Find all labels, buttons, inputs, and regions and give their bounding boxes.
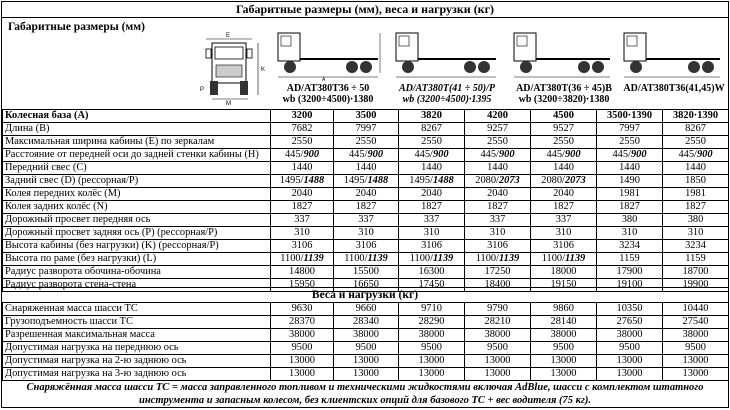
cell-value: 1827 — [663, 201, 729, 214]
cell-value: 28340 — [334, 316, 399, 329]
cell-value: 38000 — [597, 329, 663, 342]
cell-value: 445/900 — [465, 149, 531, 162]
table-row — [3, 355, 729, 368]
cell-value: 9500 — [465, 342, 531, 355]
cell-value: 13000 — [531, 355, 597, 368]
cell-value: 1490 — [597, 175, 663, 188]
cell-value: 2040 — [334, 188, 399, 201]
row-label: Допустимая нагрузка на 2-ю заднюю ось — [3, 355, 271, 368]
weights-title: Веса и нагрузки (кг) — [2, 287, 728, 303]
cell-value: 13000 — [334, 368, 399, 381]
cell-value: 1827 — [465, 201, 531, 214]
cell-value: 1159 — [597, 253, 663, 266]
cell-value: 380 — [663, 214, 729, 227]
cell-value: 1495/1488 — [271, 175, 334, 188]
table-row — [3, 162, 729, 175]
cell-value: 18000 — [531, 266, 597, 279]
cell-value: 337 — [334, 214, 399, 227]
cell-value: 445/900 — [334, 149, 399, 162]
cell-value: 2040 — [399, 188, 465, 201]
cell-value: 445/900 — [597, 149, 663, 162]
cell-value: 18700 — [663, 266, 729, 279]
header-area — [2, 17, 728, 110]
table-row — [3, 253, 729, 266]
cell-value: 3106 — [271, 240, 334, 253]
cell-value: 7997 — [597, 123, 663, 136]
model-name: AD/AT380T(41 ÷ 50)/P — [398, 83, 496, 94]
cell-value: 445/900 — [271, 149, 334, 162]
cell-value: 19100 — [597, 279, 663, 292]
cell-value: 9500 — [399, 342, 465, 355]
table-row — [3, 240, 729, 253]
row-label: Расстояние от передней оси до задней стенки кабины (H) — [3, 149, 271, 162]
row-label: Допустимая нагрузка на 3-ю заднюю ось — [3, 368, 271, 381]
table-row — [3, 136, 729, 149]
cell-value: 3200 — [271, 110, 334, 123]
row-label: Задний свес (D) (рессорная/P) — [3, 175, 271, 188]
model-header-3 — [508, 83, 620, 105]
cell-value: 3106 — [334, 240, 399, 253]
table-row — [3, 368, 729, 381]
cell-value: 1827 — [399, 201, 465, 214]
row-label: Длина (B) — [3, 123, 271, 136]
cell-value: 2550 — [531, 136, 597, 149]
cell-value: 310 — [465, 227, 531, 240]
table-row — [3, 342, 729, 355]
cell-value: 3234 — [663, 240, 729, 253]
cell-value: 1981 — [597, 188, 663, 201]
cell-value: 2550 — [597, 136, 663, 149]
cell-value: 17900 — [597, 266, 663, 279]
cell-value: 1827 — [597, 201, 663, 214]
cell-value: 310 — [334, 227, 399, 240]
table-row — [3, 214, 729, 227]
dimensions-table — [2, 109, 729, 292]
truck-side-diagram-3 — [510, 23, 614, 81]
cell-value: 2040 — [271, 188, 334, 201]
model-header-1 — [272, 83, 384, 105]
cell-value: 38000 — [531, 329, 597, 342]
cell-value: 1827 — [271, 201, 334, 214]
model-wb: wb (3200÷3820)·1380 — [518, 94, 610, 105]
label-m: M — [226, 101, 231, 105]
model-header-2 — [388, 83, 506, 105]
cell-value: 1440 — [531, 162, 597, 175]
cell-value: 9527 — [531, 123, 597, 136]
cell-value: 310 — [597, 227, 663, 240]
cell-value: 13000 — [271, 355, 334, 368]
cell-value: 9660 — [334, 303, 399, 316]
cell-value: 1495/1488 — [334, 175, 399, 188]
cell-value: 2550 — [334, 136, 399, 149]
cell-value: 27540 — [663, 316, 729, 329]
cell-value: 1100/1139 — [465, 253, 531, 266]
cell-value: 445/900 — [663, 149, 729, 162]
cell-value: 9500 — [663, 342, 729, 355]
label-e: E — [226, 33, 231, 39]
cell-value: 10440 — [663, 303, 729, 316]
model-name: AD/AT380T36(41,45)W — [623, 83, 725, 94]
cell-value: 19900 — [663, 279, 729, 292]
spec-sheet — [1, 1, 729, 408]
table-row — [3, 201, 729, 214]
model-header-4 — [620, 83, 728, 94]
cell-value: 13000 — [399, 355, 465, 368]
cell-value: 2550 — [271, 136, 334, 149]
cell-value: 2080/2073 — [531, 175, 597, 188]
cell-value: 310 — [399, 227, 465, 240]
cell-value: 28370 — [271, 316, 334, 329]
cell-value: 1850 — [663, 175, 729, 188]
cell-value: 13000 — [465, 355, 531, 368]
cell-value: 13000 — [663, 368, 729, 381]
row-label: Колея передних колёс (M) — [3, 188, 271, 201]
row-label: Высота по раме (без нагрузки) (L) — [3, 253, 271, 266]
cell-value: 16300 — [399, 266, 465, 279]
cell-value: 445/900 — [531, 149, 597, 162]
cell-value: 16650 — [334, 279, 399, 292]
cell-value: 1981 — [663, 188, 729, 201]
label-k: K — [261, 67, 266, 73]
cell-value: 9500 — [271, 342, 334, 355]
table-row — [3, 316, 729, 329]
cell-value: 1440 — [334, 162, 399, 175]
row-label: Допустимая нагрузка на переднюю ось — [3, 342, 271, 355]
cell-value: 38000 — [334, 329, 399, 342]
cell-value: 1440 — [465, 162, 531, 175]
cell-value: 3106 — [465, 240, 531, 253]
cell-value: 13000 — [465, 368, 531, 381]
cell-value: 13000 — [334, 355, 399, 368]
cell-value: 38000 — [465, 329, 531, 342]
cell-value: 337 — [531, 214, 597, 227]
cell-value: 1100/1139 — [399, 253, 465, 266]
cell-value: 310 — [531, 227, 597, 240]
label-p: P — [200, 87, 205, 93]
cell-value: 380 — [597, 214, 663, 227]
table-row — [3, 175, 729, 188]
table-row — [3, 303, 729, 316]
weights-table — [2, 302, 729, 381]
row-label: Колесная база (A) — [3, 110, 271, 123]
cell-value: 3820 — [399, 110, 465, 123]
cell-value: 28140 — [531, 316, 597, 329]
cell-value: 337 — [271, 214, 334, 227]
cell-value: 1440 — [597, 162, 663, 175]
table-row — [3, 227, 729, 240]
cell-value: 3500 — [334, 110, 399, 123]
cell-value: 2550 — [465, 136, 531, 149]
cell-value: 3106 — [531, 240, 597, 253]
model-wb: wb (3200÷4500)·1395 — [402, 94, 492, 105]
cell-value: 3106 — [399, 240, 465, 253]
cell-value: 9500 — [597, 342, 663, 355]
cell-value: 18400 — [465, 279, 531, 292]
cell-value: 38000 — [271, 329, 334, 342]
table-row — [3, 110, 729, 123]
cell-value: 15500 — [334, 266, 399, 279]
cell-value: 1159 — [663, 253, 729, 266]
cell-value: 13000 — [597, 355, 663, 368]
table-row — [3, 188, 729, 201]
cell-value: 2040 — [465, 188, 531, 201]
cell-value: 9790 — [465, 303, 531, 316]
truck-side-diagram-4 — [620, 23, 724, 81]
cell-value: 337 — [399, 214, 465, 227]
cell-value: 27650 — [597, 316, 663, 329]
model-name: AD/AT380T(36 ÷ 45)B — [516, 83, 612, 94]
cell-value: 8267 — [399, 123, 465, 136]
cell-value: 13000 — [663, 355, 729, 368]
cell-value: 13000 — [531, 368, 597, 381]
row-label: Радиус разворота обочина-обочина — [3, 266, 271, 279]
truck-side-diagram-1 — [274, 23, 382, 81]
cell-value: 17250 — [465, 266, 531, 279]
row-label: Максимальная ширина кабины (E) по зеркалам — [3, 136, 271, 149]
cell-value: 2080/2073 — [465, 175, 531, 188]
cell-value: 4500 — [531, 110, 597, 123]
row-label: Передний свес (C) — [3, 162, 271, 175]
cell-value: 14800 — [271, 266, 334, 279]
table-row — [3, 149, 729, 162]
row-label: Дорожный просвет задняя ось (P) (рессорная/P) — [3, 227, 271, 240]
cell-value: 19150 — [531, 279, 597, 292]
cell-value: 2550 — [663, 136, 729, 149]
cell-value: 1100/1139 — [531, 253, 597, 266]
cab-front-diagram — [198, 31, 276, 105]
cell-value: 10350 — [597, 303, 663, 316]
cell-value: 1827 — [531, 201, 597, 214]
cell-value: 9630 — [271, 303, 334, 316]
cell-value: 13000 — [597, 368, 663, 381]
cell-value: 13000 — [399, 368, 465, 381]
cell-value: 1440 — [271, 162, 334, 175]
table-row — [3, 266, 729, 279]
cell-value: 1440 — [399, 162, 465, 175]
cell-value: 17450 — [399, 279, 465, 292]
cell-value: 9500 — [334, 342, 399, 355]
label-a: A — [322, 77, 326, 81]
cell-value: 38000 — [663, 329, 729, 342]
cell-value: 9710 — [399, 303, 465, 316]
model-name: AD/AT380T36 ÷ 50 — [286, 83, 370, 94]
cell-value: 9500 — [531, 342, 597, 355]
cell-value: 2040 — [531, 188, 597, 201]
cell-value: 3820·1390 — [663, 110, 729, 123]
cell-value: 9860 — [531, 303, 597, 316]
cell-value: 7682 — [271, 123, 334, 136]
cell-value: 310 — [663, 227, 729, 240]
model-wb: wb (3200÷4500)·1380 — [282, 94, 374, 105]
cell-value: 28210 — [465, 316, 531, 329]
cell-value: 28290 — [399, 316, 465, 329]
cell-value: 13000 — [271, 368, 334, 381]
dims-label: Габаритные размеры (мм) — [8, 21, 145, 33]
cell-value: 1440 — [663, 162, 729, 175]
row-label: Дорожный просвет передняя ось — [3, 214, 271, 227]
row-label: Радиус разворота стена-стена — [3, 279, 271, 292]
cell-value: 1827 — [334, 201, 399, 214]
row-label: Колея задних колёс (N) — [3, 201, 271, 214]
cell-value: 8267 — [663, 123, 729, 136]
cell-value: 1100/1139 — [271, 253, 334, 266]
cell-value: 3500·1390 — [597, 110, 663, 123]
truck-side-diagram-2 — [392, 23, 500, 81]
row-label: Грузоподъемность шасси ТС — [3, 316, 271, 329]
cell-value: 4200 — [465, 110, 531, 123]
table-row — [3, 329, 729, 342]
cell-value: 3234 — [597, 240, 663, 253]
row-label: Снаряженная масса шасси ТС — [3, 303, 271, 316]
cell-value: 9257 — [465, 123, 531, 136]
cell-value: 310 — [271, 227, 334, 240]
row-label: Разрешенная максимальная масса — [3, 329, 271, 342]
footnote: Снаряжённая масса шасси ТС = масса заправленного топливом и техническими жидкостями включая AdBlue, шасси с комплектом штатного инструмента и запасным колесом, без клиентских опций для базового ТС + вес водителя (75 кг). — [2, 380, 728, 409]
page-title: Габаритные размеры (мм), веса и нагрузки (кг) — [2, 2, 728, 18]
cell-value: 1100/1139 — [334, 253, 399, 266]
cell-value: 38000 — [399, 329, 465, 342]
cell-value: 337 — [465, 214, 531, 227]
table-row — [3, 123, 729, 136]
cell-value: 445/900 — [399, 149, 465, 162]
cell-value: 1495/1488 — [399, 175, 465, 188]
cell-value: 7997 — [334, 123, 399, 136]
cell-value: 2550 — [399, 136, 465, 149]
row-label: Высота кабины (без нагрузки) (K) (рессорная/P) — [3, 240, 271, 253]
cell-value: 15950 — [271, 279, 334, 292]
